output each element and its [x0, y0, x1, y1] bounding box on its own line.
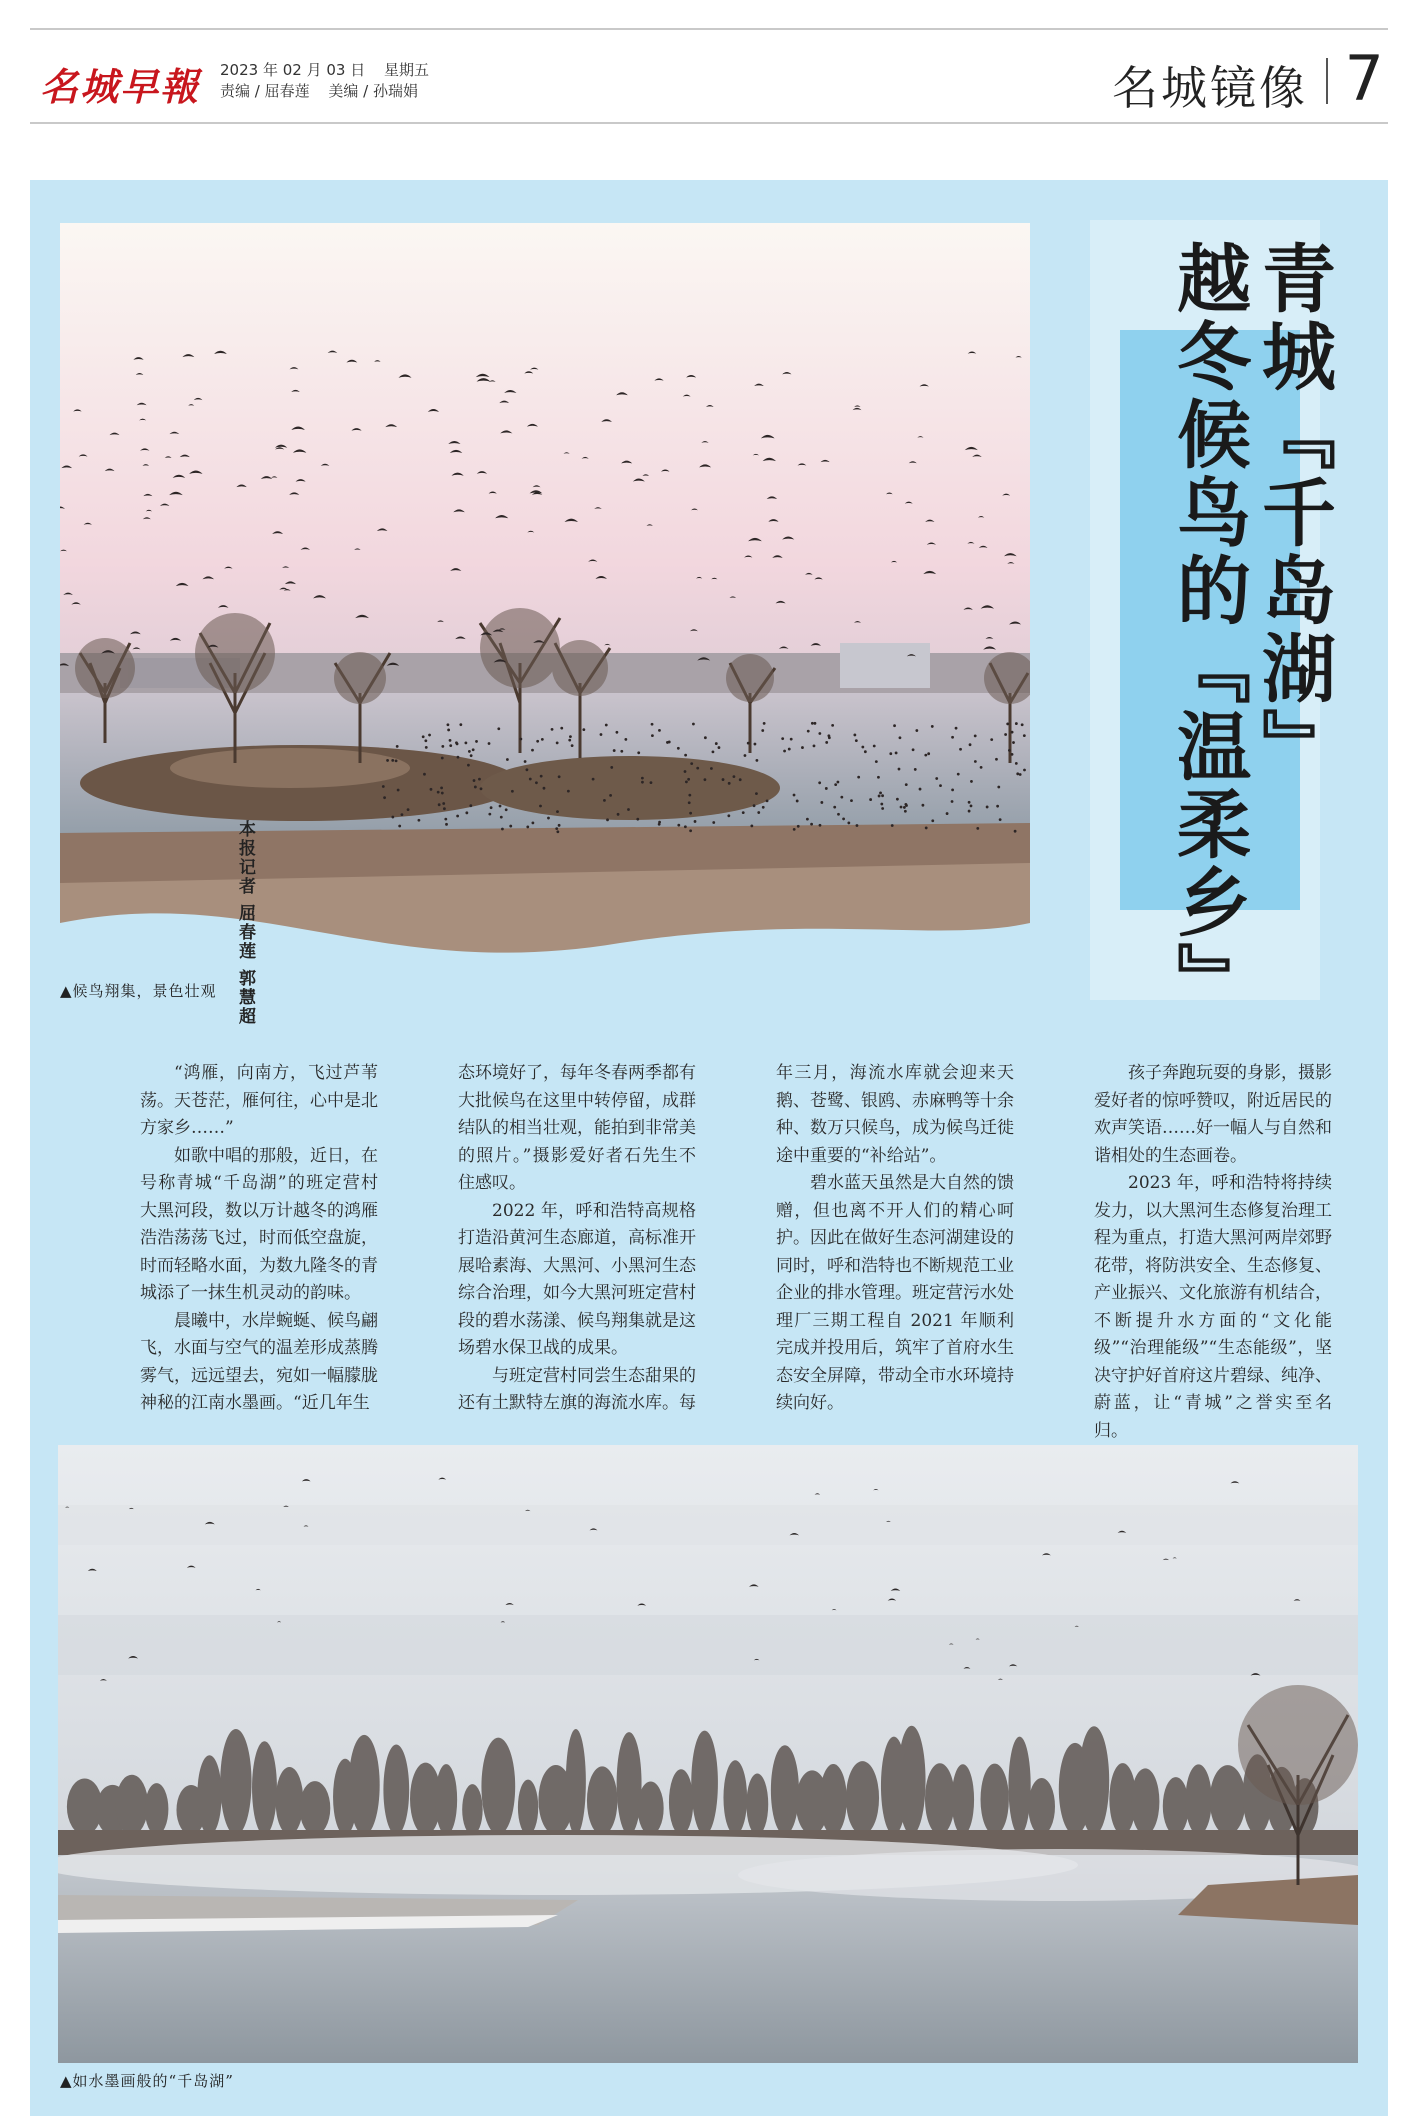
byline: 本报记者 屈春莲 郭慧超 — [235, 820, 255, 1026]
paragraph: “鸿雁，向南方，飞过芦苇荡。天苍茫，雁何往，心中是北方家乡……” — [140, 1063, 378, 1138]
top-photo-caption: ▲候鸟翔集，景色壮观 — [60, 982, 217, 1000]
bottom-photo-caption: ▲如水墨画般的“千岛湖” — [60, 2072, 234, 2090]
feature-panel — [30, 180, 1388, 2116]
paragraph: 晨曦中，水岸蜿蜒、候鸟翩飞，水面与空气的温差形成蒸腾雾气，远远望去，宛如一幅朦胧神秘的江南水墨画。“近几年生 — [140, 1310, 378, 1413]
article-body — [140, 1060, 1332, 1480]
article-column-2 — [458, 1060, 696, 1418]
paragraph: 碧水蓝天虽然是大自然的馈赠，但也离不开人们的精心呵护。因此在做好生态河湖建设的同时，呼和浩特也不断规范工业企业的排水管理。班定营污水处理厂三期工程自 2021 年顺利完成并投用后，筑牢了首府水生态安全屏障，带动全市水环境持续向好。 — [776, 1173, 1014, 1413]
paragraph: 年三月，海流水库就会迎来天鹅、苍鹭、银鸥、赤麻鸭等十余种、数万只候鸟，成为候鸟迁徙途中重要的“补给站”。 — [776, 1063, 1014, 1166]
article-column-1 — [140, 1060, 378, 1418]
masthead — [30, 28, 1388, 124]
section-title: 名城镜像 — [1112, 61, 1308, 115]
newspaper-logo: 名城早報 — [40, 64, 201, 109]
editor-credit: 责编 / 屈春莲 — [220, 82, 310, 100]
paragraph: 如歌中唱的那般，近日，在号称青城“千岛湖”的班定营村大黑河段，数以万计越冬的鸿雁浩浩荡荡飞过，时而低空盘旋，时而轻略水面，为数九隆冬的青城添了一抹生机灵动的韵味。 — [140, 1145, 378, 1303]
paragraph: 态环境好了，每年冬春两季都有大批候鸟在这里中转停留，成群结队的相当壮观，能拍到非常美的照片。”摄影爱好者石先生不住感叹。 — [458, 1063, 696, 1193]
designer-credit: 美编 / 孙瑞娟 — [328, 82, 418, 100]
paragraph: 2023 年，呼和浩特将持续发力，以大黑河生态修复治理工程为重点，打造大黑河两岸郊野花带，将防洪安全、生态修复、产业振兴、文化旅游有机结合，不断提升水方面的“文化能级”“治理能级”“生态能级”，坚决守护好首府这片碧绿、纯净、蔚蓝，让“青城”之誉实至名归。 — [1094, 1173, 1332, 1441]
article-column-4 — [1094, 1060, 1332, 1445]
section-divider — [1326, 58, 1328, 104]
bottom-photo — [58, 1445, 1358, 2063]
issue-date: 2023 年 02 月 03 日 — [220, 61, 366, 79]
top-photo — [60, 223, 1030, 978]
paragraph: 2022 年，呼和浩特高规格打造沿黄河生态廊道，高标准开展哈素海、大黑河、小黑河生态综合治理，如今大黑河班定营村段的碧水荡漾、候鸟翔集就是这场碧水保卫战的成果。 — [458, 1200, 696, 1358]
paragraph: 与班定营村同尝生态甜果的还有土默特左旗的海流水库。每 — [458, 1365, 696, 1413]
headline-block — [1090, 220, 1336, 1020]
page-number: 7 — [1344, 42, 1384, 115]
issue-weekday: 星期五 — [383, 61, 429, 79]
paragraph: 孩子奔跑玩耍的身影，摄影爱好者的惊呼赞叹，附近居民的欢声笑语……好一幅人与自然和谐相处的生态画卷。 — [1094, 1063, 1332, 1166]
issue-info — [220, 60, 443, 102]
article-column-3 — [776, 1060, 1014, 1418]
headline-line-1: 青城『千岛湖』 — [1250, 240, 1336, 786]
headline-line-2: 越冬候鸟的『温柔乡』 — [1165, 240, 1251, 1020]
